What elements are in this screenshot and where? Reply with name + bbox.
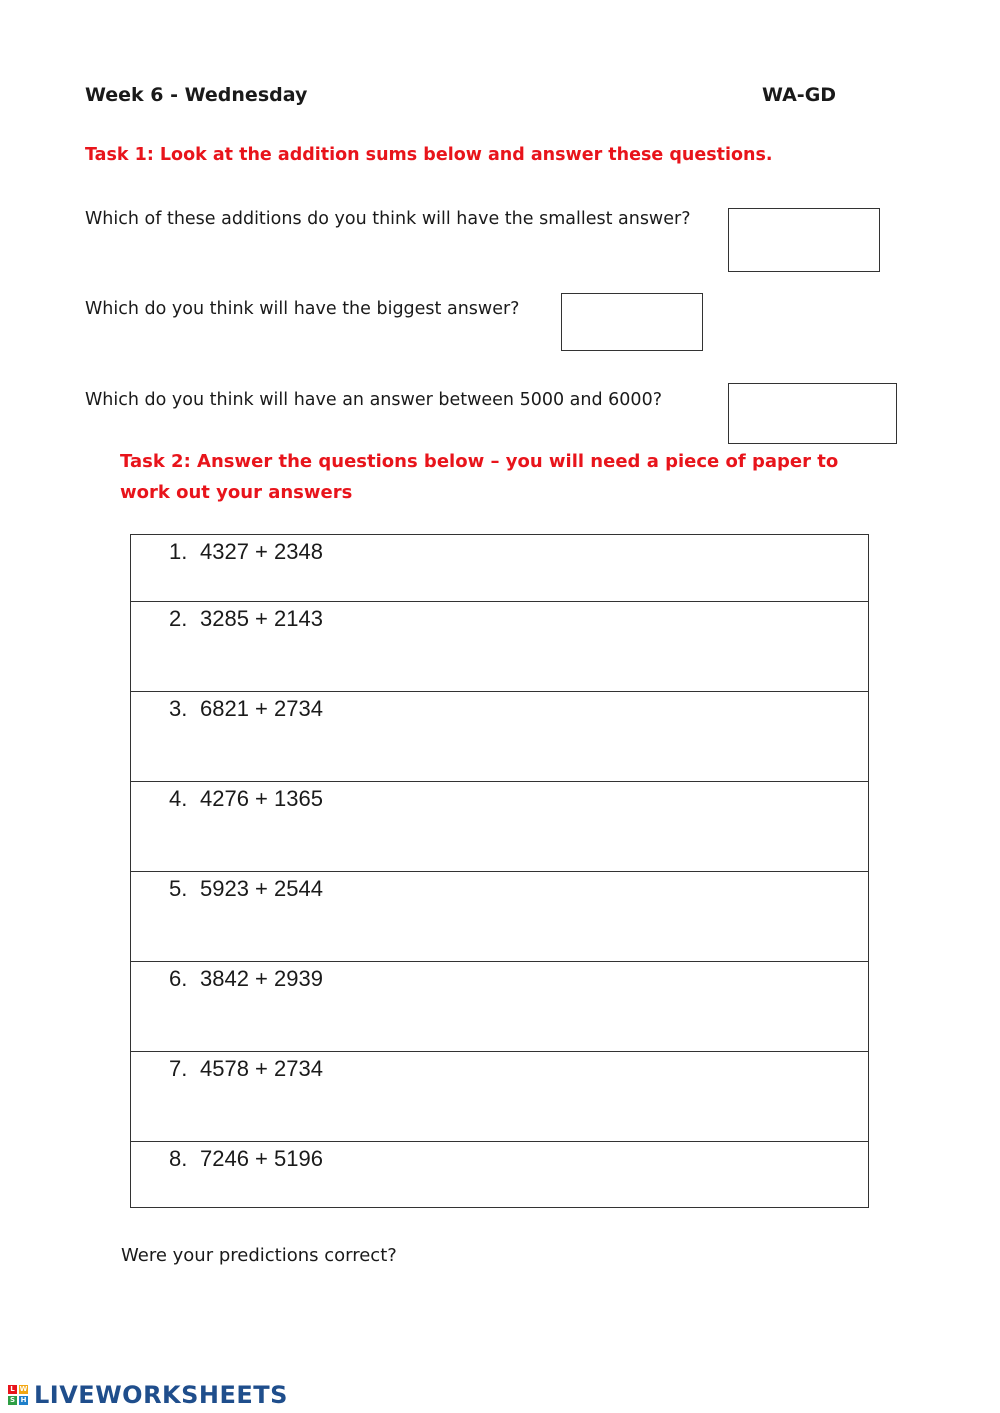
sum-row[interactable] — [131, 1142, 868, 1207]
sums-table — [130, 534, 869, 1208]
sum-expression: 5923 + 2544 — [200, 876, 323, 901]
sum-number: 6. — [169, 966, 188, 991]
answer-box-biggest[interactable] — [561, 293, 703, 351]
sum-expression: 4276 + 1365 — [200, 786, 323, 811]
sum-number: 4. — [169, 786, 188, 811]
task2-title-line2: work out your answers — [120, 482, 353, 503]
task1-title: Task 1: Look at the addition sums below and answer these questions. — [85, 145, 773, 165]
sum-expression: 3842 + 2939 — [200, 966, 323, 991]
sum-number: 7. — [169, 1056, 188, 1081]
closing-question: Were your predictions correct? — [121, 1245, 397, 1266]
answer-box-between[interactable] — [728, 383, 897, 444]
sum-row[interactable] — [131, 1052, 868, 1142]
logo-text: LIVEWORKSHEETS — [34, 1381, 288, 1409]
question-biggest: Which do you think will have the biggest answer? — [85, 299, 520, 319]
question-smallest: Which of these additions do you think will have the smallest answer? — [85, 209, 691, 229]
sum-expression: 7246 + 5196 — [200, 1146, 323, 1171]
sum-row[interactable] — [131, 535, 868, 602]
sum-row[interactable] — [131, 692, 868, 782]
question-between: Which do you think will have an answer between 5000 and 6000? — [85, 390, 662, 410]
sum-number: 5. — [169, 876, 188, 901]
sum-expression: 4327 + 2348 — [200, 539, 323, 564]
footer-logo[interactable] — [8, 1381, 288, 1409]
sum-number: 2. — [169, 606, 188, 631]
sum-expression: 6821 + 2734 — [200, 696, 323, 721]
sum-expression: 4578 + 2734 — [200, 1056, 323, 1081]
sum-row[interactable] — [131, 962, 868, 1052]
sum-row[interactable] — [131, 782, 868, 872]
liveworksheets-logo-icon: L W S H — [9, 1385, 28, 1404]
sum-row[interactable] — [131, 872, 868, 962]
sum-expression: 3285 + 2143 — [200, 606, 323, 631]
sum-number: 8. — [169, 1146, 188, 1171]
sum-number: 1. — [169, 539, 188, 564]
task2-title — [120, 446, 840, 508]
sum-number: 3. — [169, 696, 188, 721]
task2-title-line1: Task 2: Answer the questions below – you will need a piece of paper to — [120, 451, 839, 472]
page-title: Week 6 - Wednesday — [85, 84, 308, 106]
answer-box-smallest[interactable] — [728, 208, 880, 272]
worksheet-code: WA-GD — [762, 84, 837, 106]
sum-row[interactable] — [131, 602, 868, 692]
